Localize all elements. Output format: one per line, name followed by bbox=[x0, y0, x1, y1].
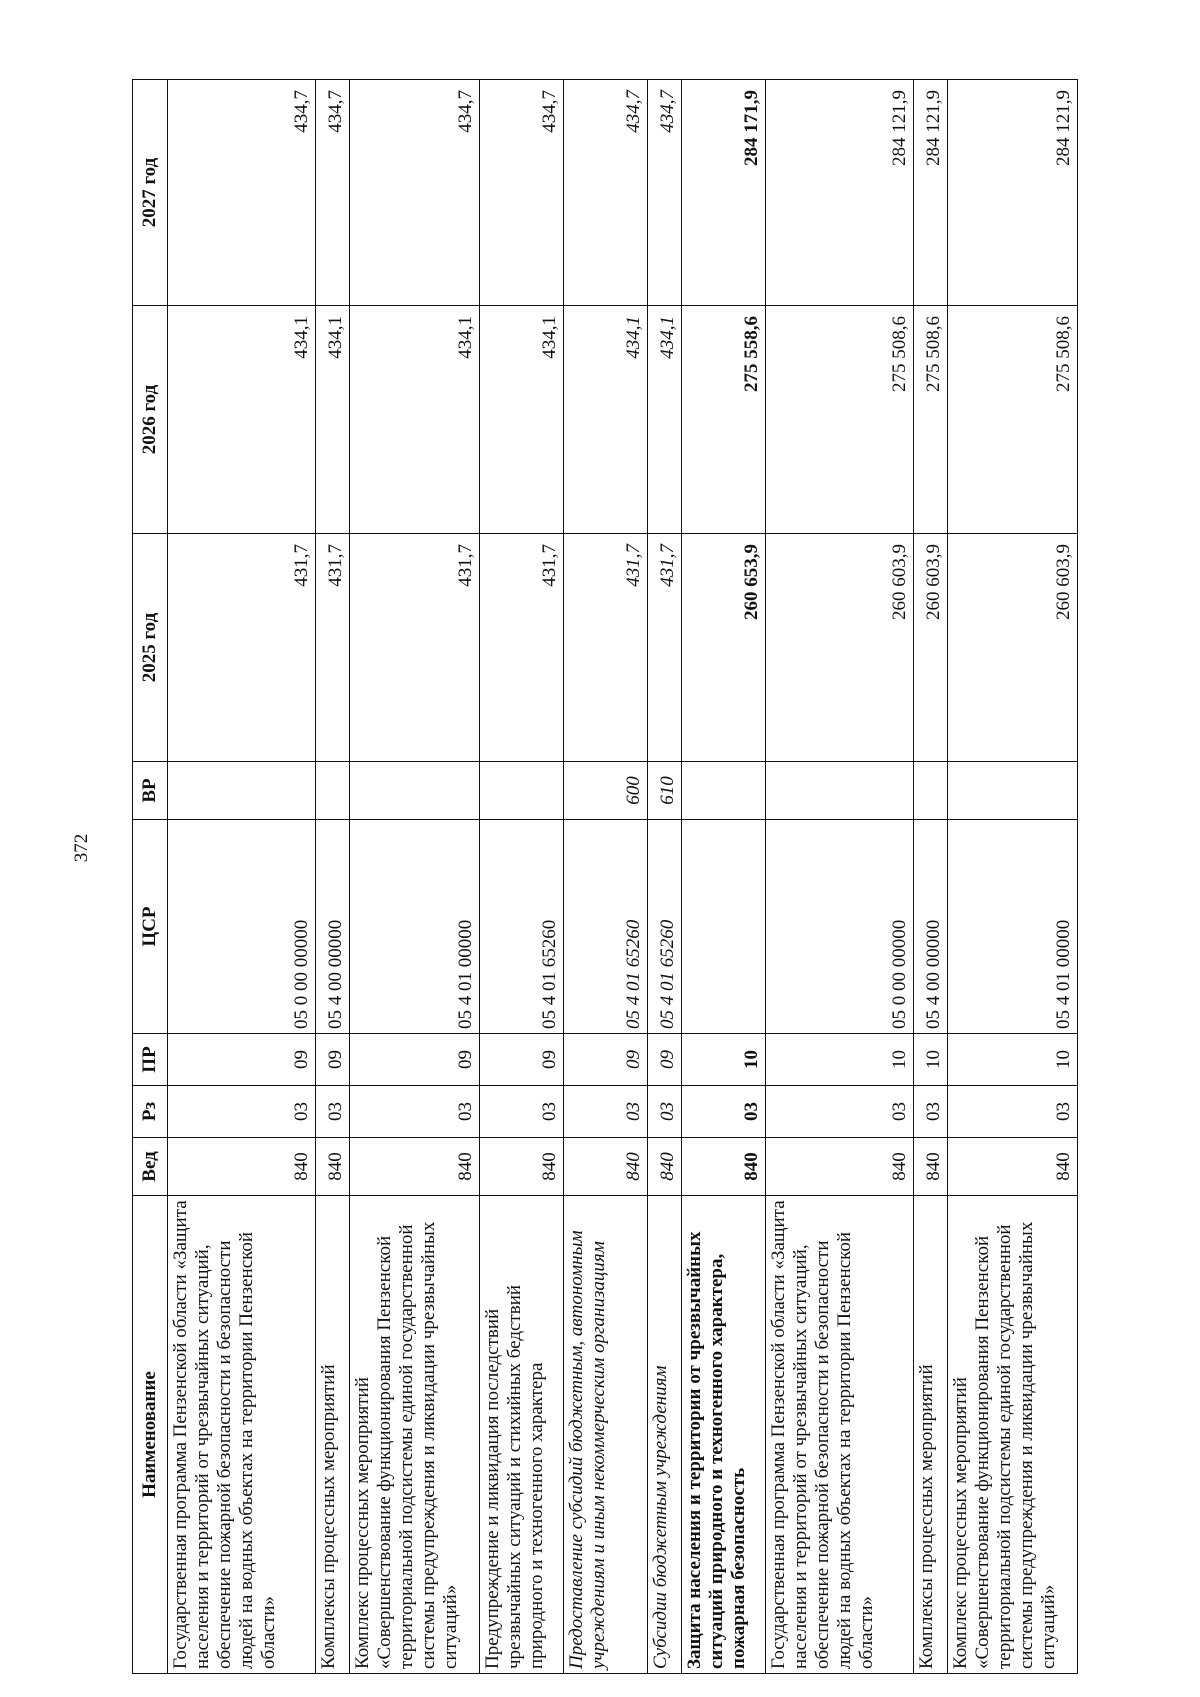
header-name: Наименование bbox=[133, 1196, 168, 1674]
row-2026: 275 508,6 bbox=[766, 306, 914, 534]
row-vr: 610 bbox=[648, 762, 682, 820]
row-csr: 05 4 01 00000 bbox=[948, 820, 1078, 1034]
row-name: Государственная программа Пензенской области «Защита населения и территорий от чрезвычайных ситуаций, обеспечение пожарной безопасности и безопасности людей на водных объектах на территории Пензенской области» bbox=[168, 1196, 316, 1674]
header-rz: Рз bbox=[133, 1086, 168, 1138]
row-csr: 05 4 00 00000 bbox=[914, 820, 948, 1034]
budget-table bbox=[132, 79, 1078, 1674]
row-2027: 434,7 bbox=[168, 80, 316, 306]
page-number: 372 bbox=[71, 833, 92, 863]
row-ved: 840 bbox=[648, 1138, 682, 1196]
table-frame bbox=[132, 80, 1200, 1669]
row-csr: 05 4 01 00000 bbox=[350, 820, 480, 1034]
row-2027: 434,7 bbox=[316, 80, 350, 306]
row-rz: 03 bbox=[168, 1086, 316, 1138]
row-2026: 434,1 bbox=[648, 306, 682, 534]
row-2027: 284 121,9 bbox=[766, 80, 914, 306]
row-2026: 434,1 bbox=[480, 306, 564, 534]
header-row bbox=[133, 80, 168, 1674]
row-vr: 600 bbox=[564, 762, 648, 820]
row-2026: 275 508,6 bbox=[948, 306, 1078, 534]
table-row bbox=[564, 80, 648, 1674]
row-ved: 840 bbox=[168, 1138, 316, 1196]
row-vr bbox=[316, 762, 350, 820]
table-row bbox=[766, 80, 914, 1674]
table-row bbox=[682, 80, 766, 1674]
row-pr: 09 bbox=[648, 1034, 682, 1086]
header-csr: ЦСР bbox=[133, 820, 168, 1034]
budget-sheet bbox=[132, 80, 1073, 1674]
table-row bbox=[168, 80, 316, 1674]
row-csr: 05 4 01 65260 bbox=[648, 820, 682, 1034]
row-vr bbox=[766, 762, 914, 820]
row-2025: 260 603,9 bbox=[948, 534, 1078, 762]
table-row bbox=[648, 80, 682, 1674]
row-pr: 09 bbox=[564, 1034, 648, 1086]
table-row bbox=[480, 80, 564, 1674]
row-rz: 03 bbox=[316, 1086, 350, 1138]
row-2027: 434,7 bbox=[648, 80, 682, 306]
header-pr: ПР bbox=[133, 1034, 168, 1086]
row-csr: 05 4 01 65260 bbox=[480, 820, 564, 1034]
row-pr: 10 bbox=[682, 1034, 766, 1086]
row-rz: 03 bbox=[766, 1086, 914, 1138]
row-2025: 431,7 bbox=[168, 534, 316, 762]
table-row bbox=[948, 80, 1078, 1674]
header-2026: 2026 год bbox=[133, 306, 168, 534]
row-rz: 03 bbox=[914, 1086, 948, 1138]
row-ved: 840 bbox=[316, 1138, 350, 1196]
row-2027: 284 121,9 bbox=[948, 80, 1078, 306]
row-2027: 284 171,9 bbox=[682, 80, 766, 306]
table-row bbox=[350, 80, 480, 1674]
row-2027: 434,7 bbox=[480, 80, 564, 306]
row-vr bbox=[350, 762, 480, 820]
row-2025: 260 653,9 bbox=[682, 534, 766, 762]
row-csr bbox=[682, 820, 766, 1034]
table-row bbox=[316, 80, 350, 1674]
row-2026: 275 558,6 bbox=[682, 306, 766, 534]
row-2026: 275 508,6 bbox=[914, 306, 948, 534]
row-name: Субсидии бюджетным учреждениям bbox=[648, 1196, 682, 1674]
row-ved: 840 bbox=[480, 1138, 564, 1196]
row-2027: 284 121,9 bbox=[914, 80, 948, 306]
header-ved: Вед bbox=[133, 1138, 168, 1196]
row-pr: 09 bbox=[350, 1034, 480, 1086]
row-rz: 03 bbox=[480, 1086, 564, 1138]
row-csr: 05 0 00 00000 bbox=[168, 820, 316, 1034]
row-ved: 840 bbox=[682, 1138, 766, 1196]
row-2026: 434,1 bbox=[350, 306, 480, 534]
row-name: Комплекс процессных мероприятий «Совершенствование функционирования Пензенской территориальной подсистемы единой государственной системы предупреждения и ликвидации чрезвычайных ситуаций» bbox=[350, 1196, 480, 1674]
row-rz: 03 bbox=[564, 1086, 648, 1138]
row-2025: 431,7 bbox=[316, 534, 350, 762]
row-2027: 434,7 bbox=[350, 80, 480, 306]
row-csr: 05 4 00 00000 bbox=[316, 820, 350, 1034]
row-vr bbox=[168, 762, 316, 820]
row-rz: 03 bbox=[350, 1086, 480, 1138]
row-ved: 840 bbox=[766, 1138, 914, 1196]
row-2025: 431,7 bbox=[350, 534, 480, 762]
row-name: Защита населения и территории от чрезвычайных ситуаций природного и техногенного характера, пожарная безопасность bbox=[682, 1196, 766, 1674]
row-csr: 05 0 00 00000 bbox=[766, 820, 914, 1034]
row-ved: 840 bbox=[350, 1138, 480, 1196]
row-csr: 05 4 01 65260 bbox=[564, 820, 648, 1034]
row-pr: 10 bbox=[914, 1034, 948, 1086]
row-2025: 431,7 bbox=[564, 534, 648, 762]
row-2026: 434,1 bbox=[168, 306, 316, 534]
row-name: Комплексы процессных мероприятий bbox=[914, 1196, 948, 1674]
row-pr: 09 bbox=[168, 1034, 316, 1086]
row-2026: 434,1 bbox=[316, 306, 350, 534]
header-vr: ВР bbox=[133, 762, 168, 820]
row-vr bbox=[480, 762, 564, 820]
row-rz: 03 bbox=[682, 1086, 766, 1138]
row-ved: 840 bbox=[914, 1138, 948, 1196]
row-2025: 260 603,9 bbox=[914, 534, 948, 762]
row-rz: 03 bbox=[648, 1086, 682, 1138]
row-vr bbox=[682, 762, 766, 820]
row-pr: 09 bbox=[480, 1034, 564, 1086]
header-2025: 2025 год bbox=[133, 534, 168, 762]
row-2025: 431,7 bbox=[648, 534, 682, 762]
row-name: Предупреждение и ликвидация последствий чрезвычайных ситуаций и стихийных бедствий природного и техногенного характера bbox=[480, 1196, 564, 1674]
row-2025: 431,7 bbox=[480, 534, 564, 762]
row-name: Предоставление субсидий бюджетным, автономным учреждениям и иным некоммерческим организациям bbox=[564, 1196, 648, 1674]
row-name: Государственная программа Пензенской области «Защита населения и территорий от чрезвычайных ситуаций, обеспечение пожарной безопасности и безопасности людей на водных объектах на территории Пензенской области» bbox=[766, 1196, 914, 1674]
row-pr: 09 bbox=[316, 1034, 350, 1086]
row-ved: 840 bbox=[564, 1138, 648, 1196]
row-rz: 03 bbox=[948, 1086, 1078, 1138]
row-pr: 10 bbox=[948, 1034, 1078, 1086]
row-2026: 434,1 bbox=[564, 306, 648, 534]
row-ved: 840 bbox=[948, 1138, 1078, 1196]
row-pr: 10 bbox=[766, 1034, 914, 1086]
row-vr bbox=[948, 762, 1078, 820]
header-2027: 2027 год bbox=[133, 80, 168, 306]
row-2025: 260 603,9 bbox=[766, 534, 914, 762]
row-2027: 434,7 bbox=[564, 80, 648, 306]
row-vr bbox=[914, 762, 948, 820]
row-name: Комплексы процессных мероприятий bbox=[316, 1196, 350, 1674]
row-name: Комплекс процессных мероприятий «Совершенствование функционирования Пензенской территориальной подсистемы единой государственной системы предупреждения и ликвидации чрезвычайных ситуаций» bbox=[948, 1196, 1078, 1674]
table-row bbox=[914, 80, 948, 1674]
